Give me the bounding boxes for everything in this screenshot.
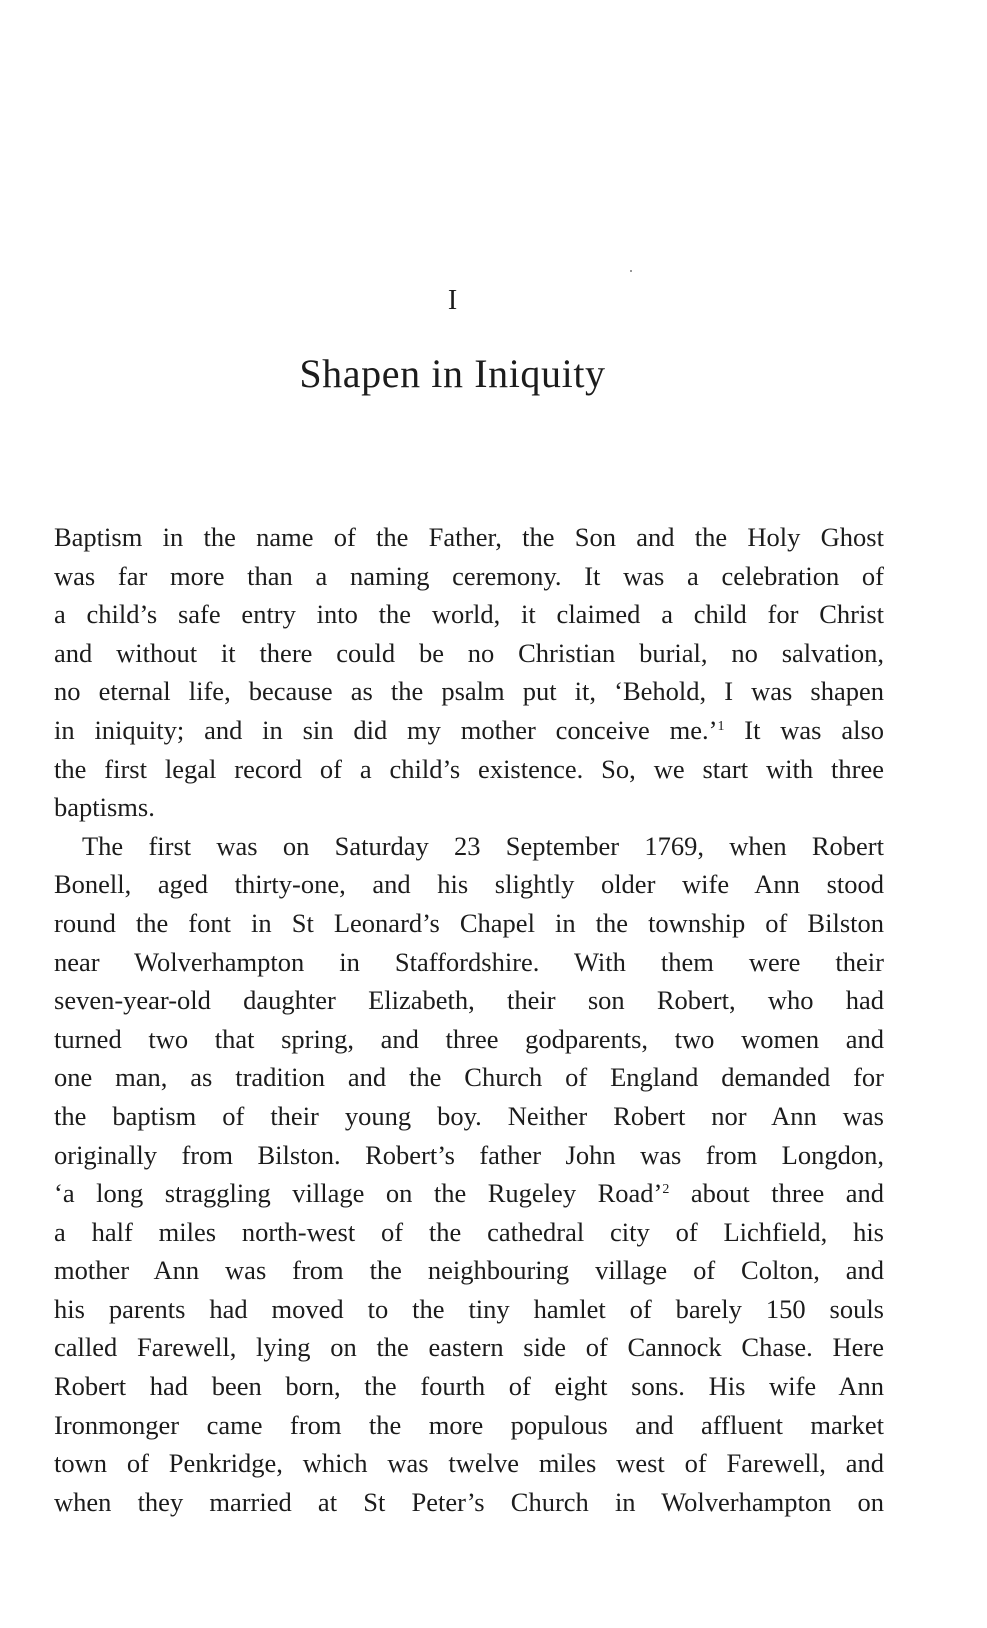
chapter-title: Shapen in Iniquity [299, 351, 606, 396]
text-line: a half miles north-west of the cathedral city of Lichfield, his [54, 1216, 884, 1247]
text-line: originally from Bilston. Robert’s father John was from Longdon, [54, 1139, 884, 1170]
text-line: Baptism in the name of the Father, the Son and the Holy Ghost [54, 522, 884, 552]
chapter-body [54, 518, 884, 1521]
text-fragment: about three and [669, 1178, 884, 1209]
text-line: Ironmonger came from the more populous and affluent market [54, 1409, 884, 1440]
text-line: seven-year-old daughter Elizabeth, their son Robert, who had [54, 985, 884, 1016]
text-line: his parents had moved to the tiny hamlet of barely 150 souls [54, 1293, 884, 1324]
footnote-marker-2[interactable]: 2 [662, 1182, 670, 1198]
text-line: Robert had been born, the fourth of eight sons. His wife Ann [54, 1371, 884, 1402]
text-line: turned two that spring, and three godparents, two women and [54, 1023, 884, 1054]
text-line: no eternal life, because as the psalm put it, ‘Behold, I was shapen [54, 676, 884, 707]
text-line: near Wolverhampton in Staffordshire. With them were their [54, 946, 884, 977]
text-line: The first was on Saturday 23 September 1769, when Robert [82, 830, 884, 861]
text-fragment: in iniquity; and in sin did my mother conceive me.’ [54, 714, 718, 745]
chapter-number: I [447, 285, 458, 316]
text-line: one man, as tradition and the Church of England demanded for [54, 1062, 884, 1093]
text-fragment: ‘a long straggling village on the Rugeley Road’ [54, 1178, 663, 1209]
text-line: baptisms. [54, 792, 155, 823]
text-line: a child’s safe entry into the world, it claimed a child for Christ [54, 599, 884, 630]
footnote-marker-1[interactable]: 1 [717, 718, 725, 734]
text-line: was far more than a naming ceremony. It was a celebration of [54, 560, 884, 591]
paragraph-1 [54, 518, 884, 827]
stray-mark [630, 270, 632, 272]
text-line: the first legal record of a child’s existence. So, we start with three [54, 753, 884, 784]
text-line: mother Ann was from the neighbouring village of Colton, and [54, 1255, 884, 1286]
text-line: the baptism of their young boy. Neither Robert nor Ann was [54, 1100, 884, 1131]
text-line: and without it there could be no Christian burial, no salvation, [54, 637, 884, 668]
text-line: when they married at St Peter’s Church in Wolverhampton on [54, 1486, 884, 1517]
text-line [54, 1174, 884, 1213]
text-line: town of Penkridge, which was twelve miles west of Farewell, and [54, 1448, 884, 1479]
text-line [54, 711, 884, 750]
text-fragment: It was also [724, 714, 885, 745]
text-line: Bonell, aged thirty-one, and his slightly older wife Ann stood [54, 869, 884, 900]
paragraph-2 [54, 827, 884, 1522]
text-line: round the font in St Leonard’s Chapel in the township of Bilston [54, 907, 884, 938]
text-line: called Farewell, lying on the eastern side of Cannock Chase. Here [54, 1332, 884, 1363]
